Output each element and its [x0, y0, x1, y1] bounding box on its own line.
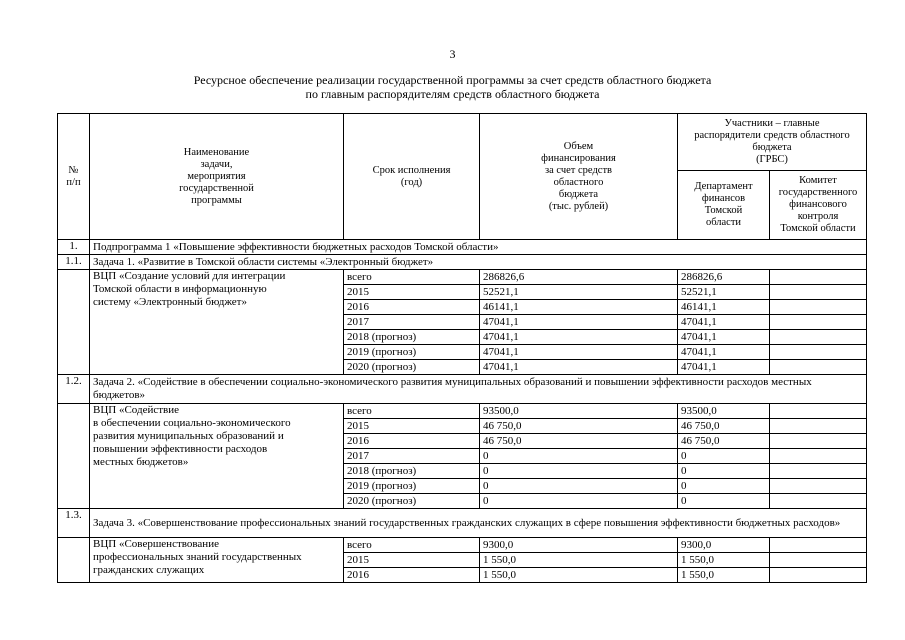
committee-cell [770, 553, 867, 568]
document-title [0, 73, 905, 101]
term-cell: всего [344, 404, 480, 419]
committee-cell [770, 315, 867, 330]
dept-cell: 286826,6 [678, 270, 770, 285]
volume-cell: 46141,1 [480, 300, 678, 315]
header-participants: Участники – главные распорядители средств областного бюджета (ГРБС) [678, 114, 867, 171]
task-row [58, 509, 867, 538]
subprogram-row [58, 240, 867, 255]
row-num: 1.3. [58, 509, 90, 538]
committee-cell [770, 449, 867, 464]
volume-cell: 9300,0 [480, 538, 678, 553]
table-row [58, 404, 867, 419]
volume-cell: 52521,1 [480, 285, 678, 300]
dept-cell: 46 750,0 [678, 434, 770, 449]
committee-cell [770, 345, 867, 360]
table-row [58, 538, 867, 553]
volume-cell: 286826,6 [480, 270, 678, 285]
header-committee: Комитет государственного финансового контроля Томской области [770, 171, 867, 240]
committee-cell [770, 360, 867, 375]
header-volume: Объем финансирования за счет средств областного бюджета (тыс. рублей) [480, 114, 678, 240]
committee-cell [770, 494, 867, 509]
table-row [58, 270, 867, 285]
committee-cell [770, 404, 867, 419]
dept-cell: 1 550,0 [678, 568, 770, 583]
dept-cell: 0 [678, 494, 770, 509]
term-cell: 2018 (прогноз) [344, 464, 480, 479]
committee-cell [770, 479, 867, 494]
volume-cell: 1 550,0 [480, 568, 678, 583]
committee-cell [770, 419, 867, 434]
header-row-1 [58, 114, 867, 171]
volume-cell: 47041,1 [480, 360, 678, 375]
dept-cell: 0 [678, 449, 770, 464]
term-cell: 2017 [344, 315, 480, 330]
volume-cell: 93500,0 [480, 404, 678, 419]
committee-cell [770, 300, 867, 315]
row-num: 1.2. [58, 375, 90, 404]
dept-cell: 46141,1 [678, 300, 770, 315]
activity-name: ВЦП «Создание условий для интеграции Томской области в информационную систему «Электронный бюджет» [90, 270, 344, 375]
title-line-2: по главным распорядителям средств областного бюджета [305, 87, 600, 101]
term-cell: 2015 [344, 553, 480, 568]
committee-cell [770, 330, 867, 345]
dept-cell: 0 [678, 479, 770, 494]
row-num [58, 404, 90, 509]
volume-cell: 47041,1 [480, 330, 678, 345]
task-title: Задача 3. «Совершенствование профессиональных знаний государственных гражданских служащих в сфере повышения эффективности бюджетных расходов» [90, 509, 867, 538]
term-cell: 2020 (прогноз) [344, 494, 480, 509]
volume-cell: 0 [480, 494, 678, 509]
dept-cell: 1 550,0 [678, 553, 770, 568]
row-num [58, 538, 90, 583]
task-row [58, 255, 867, 270]
volume-cell: 1 550,0 [480, 553, 678, 568]
task-title: Задача 2. «Содействие в обеспечении социально-экономического развития муниципальных образований и повышении эффективности расходов местных бюджетов» [90, 375, 867, 404]
row-num: 1. [58, 240, 90, 255]
header-dept: Департамент финансов Томской области [678, 171, 770, 240]
resource-table [57, 113, 867, 583]
term-cell: всего [344, 538, 480, 553]
term-cell: всего [344, 270, 480, 285]
header-num: № п/п [58, 114, 90, 240]
header-name: Наименование задачи, мероприятия государственной программы [90, 114, 344, 240]
dept-cell: 52521,1 [678, 285, 770, 300]
term-cell: 2016 [344, 568, 480, 583]
term-cell: 2015 [344, 285, 480, 300]
term-cell: 2016 [344, 300, 480, 315]
volume-cell: 46 750,0 [480, 434, 678, 449]
term-cell: 2020 (прогноз) [344, 360, 480, 375]
dept-cell: 47041,1 [678, 330, 770, 345]
header-term: Срок исполнения (год) [344, 114, 480, 240]
committee-cell [770, 538, 867, 553]
volume-cell: 0 [480, 449, 678, 464]
row-num: 1.1. [58, 255, 90, 270]
page-number: 3 [449, 47, 456, 61]
term-cell: 2015 [344, 419, 480, 434]
dept-cell: 47041,1 [678, 315, 770, 330]
task-row [58, 375, 867, 404]
title-line-1: Ресурсное обеспечение реализации государственной программы за счет средств областного бюджета [193, 73, 712, 87]
volume-cell: 0 [480, 464, 678, 479]
committee-cell [770, 270, 867, 285]
term-cell: 2019 (прогноз) [344, 479, 480, 494]
committee-cell [770, 568, 867, 583]
task-title: Задача 1. «Развитие в Томской области системы «Электронный бюджет» [90, 255, 867, 270]
dept-cell: 0 [678, 464, 770, 479]
dept-cell: 47041,1 [678, 345, 770, 360]
activity-name: ВЦП «Совершенствование профессиональных знаний государственных гражданских служащих [90, 538, 344, 583]
committee-cell [770, 464, 867, 479]
activity-name: ВЦП «Содействие в обеспечении социально-экономического развития муниципальных образований и повышении эффективности расходов местных бюджетов» [90, 404, 344, 509]
dept-cell: 93500,0 [678, 404, 770, 419]
term-cell: 2019 (прогноз) [344, 345, 480, 360]
term-cell: 2018 (прогноз) [344, 330, 480, 345]
volume-cell: 47041,1 [480, 345, 678, 360]
committee-cell [770, 434, 867, 449]
term-cell: 2017 [344, 449, 480, 464]
term-cell: 2016 [344, 434, 480, 449]
subprogram-title: Подпрограмма 1 «Повышение эффективности бюджетных расходов Томской области» [90, 240, 867, 255]
dept-cell: 46 750,0 [678, 419, 770, 434]
volume-cell: 0 [480, 479, 678, 494]
committee-cell [770, 285, 867, 300]
row-num [58, 270, 90, 375]
dept-cell: 9300,0 [678, 538, 770, 553]
dept-cell: 47041,1 [678, 360, 770, 375]
volume-cell: 47041,1 [480, 315, 678, 330]
volume-cell: 46 750,0 [480, 419, 678, 434]
